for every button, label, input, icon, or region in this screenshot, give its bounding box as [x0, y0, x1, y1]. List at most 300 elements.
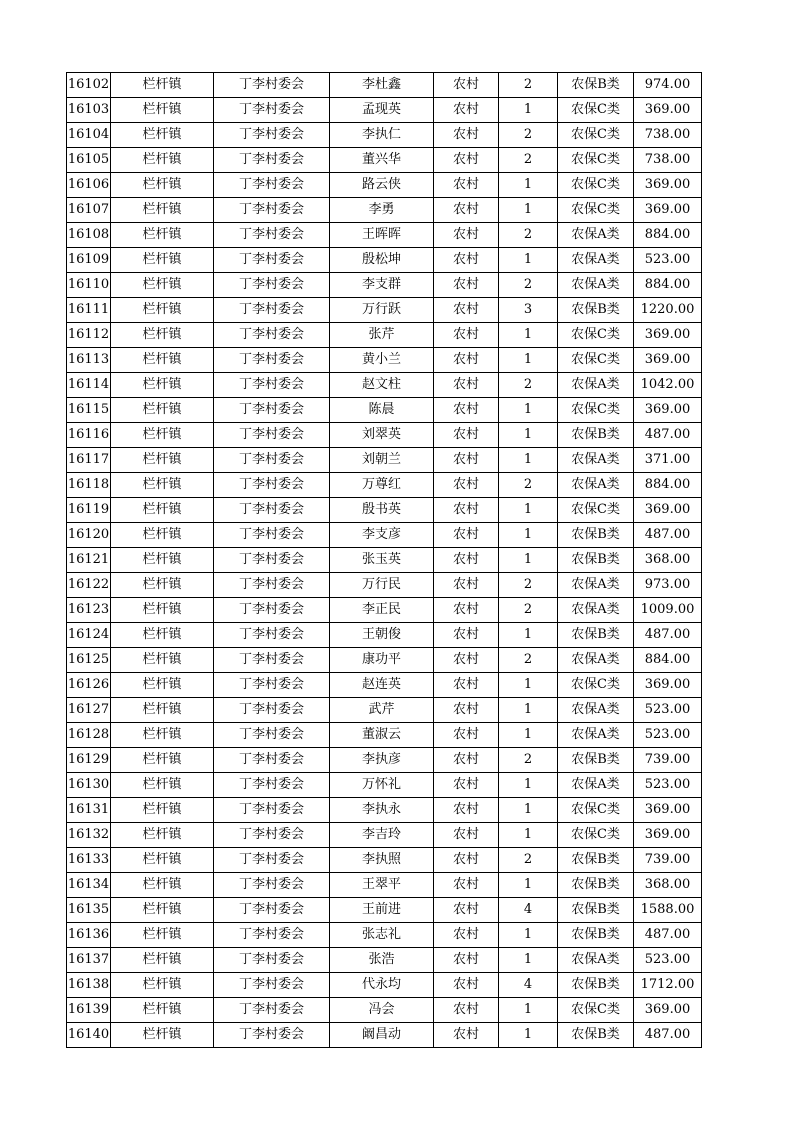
cell-insurance-category: 农保B类: [558, 848, 634, 873]
cell-person-name: 董淑云: [330, 723, 434, 748]
cell-area-type: 农村: [434, 223, 499, 248]
table-row: [67, 123, 702, 148]
cell-household-count: 1: [499, 723, 558, 748]
cell-person-name: 殷书英: [330, 498, 434, 523]
cell-amount: 369.00: [634, 798, 702, 823]
table-row: [67, 473, 702, 498]
table-row: [67, 973, 702, 998]
table-row: [67, 948, 702, 973]
cell-amount: 368.00: [634, 548, 702, 573]
cell-person-name: 李执照: [330, 848, 434, 873]
cell-amount: 368.00: [634, 873, 702, 898]
cell-household-count: 1: [499, 523, 558, 548]
cell-area-type: 农村: [434, 498, 499, 523]
cell-area-type: 农村: [434, 598, 499, 623]
cell-village-committee: 丁李村委会: [214, 148, 330, 173]
table-row: [67, 398, 702, 423]
cell-person-name: 刘朝兰: [330, 448, 434, 473]
cell-amount: 487.00: [634, 423, 702, 448]
cell-village-committee: 丁李村委会: [214, 823, 330, 848]
cell-insurance-category: 农保B类: [558, 873, 634, 898]
cell-insurance-category: 农保C类: [558, 798, 634, 823]
cell-town: 栏杆镇: [111, 373, 214, 398]
cell-insurance-category: 农保A类: [558, 648, 634, 673]
cell-record-id: 16117: [67, 448, 111, 473]
cell-town: 栏杆镇: [111, 573, 214, 598]
cell-household-count: 1: [499, 198, 558, 223]
cell-amount: 369.00: [634, 998, 702, 1023]
cell-area-type: 农村: [434, 823, 499, 848]
cell-amount: 369.00: [634, 98, 702, 123]
cell-household-count: 2: [499, 73, 558, 98]
cell-area-type: 农村: [434, 723, 499, 748]
cell-record-id: 16122: [67, 573, 111, 598]
cell-village-committee: 丁李村委会: [214, 773, 330, 798]
cell-town: 栏杆镇: [111, 698, 214, 723]
cell-person-name: 康功平: [330, 648, 434, 673]
cell-village-committee: 丁李村委会: [214, 623, 330, 648]
cell-town: 栏杆镇: [111, 923, 214, 948]
cell-insurance-category: 农保A类: [558, 448, 634, 473]
cell-insurance-category: 农保A类: [558, 598, 634, 623]
cell-amount: 739.00: [634, 848, 702, 873]
cell-area-type: 农村: [434, 698, 499, 723]
cell-record-id: 16114: [67, 373, 111, 398]
cell-person-name: 李正民: [330, 598, 434, 623]
cell-insurance-category: 农保C类: [558, 823, 634, 848]
cell-insurance-category: 农保A类: [558, 948, 634, 973]
cell-person-name: 李支彦: [330, 523, 434, 548]
cell-household-count: 1: [499, 498, 558, 523]
cell-insurance-category: 农保C类: [558, 498, 634, 523]
cell-household-count: 1: [499, 98, 558, 123]
cell-person-name: 李执彦: [330, 748, 434, 773]
cell-record-id: 16135: [67, 898, 111, 923]
cell-village-committee: 丁李村委会: [214, 723, 330, 748]
cell-household-count: 2: [499, 148, 558, 173]
cell-household-count: 2: [499, 573, 558, 598]
cell-insurance-category: 农保C类: [558, 998, 634, 1023]
cell-area-type: 农村: [434, 1023, 499, 1048]
cell-town: 栏杆镇: [111, 848, 214, 873]
cell-amount: 1009.00: [634, 598, 702, 623]
cell-town: 栏杆镇: [111, 648, 214, 673]
cell-area-type: 农村: [434, 648, 499, 673]
cell-record-id: 16106: [67, 173, 111, 198]
cell-village-committee: 丁李村委会: [214, 373, 330, 398]
table-row: [67, 823, 702, 848]
cell-insurance-category: 农保A类: [558, 773, 634, 798]
cell-town: 栏杆镇: [111, 773, 214, 798]
cell-person-name: 李执仁: [330, 123, 434, 148]
cell-person-name: 陈晨: [330, 398, 434, 423]
cell-amount: 487.00: [634, 623, 702, 648]
cell-person-name: 王翠平: [330, 873, 434, 898]
cell-village-committee: 丁李村委会: [214, 423, 330, 448]
table-row: [67, 323, 702, 348]
cell-household-count: 1: [499, 773, 558, 798]
table-body: [67, 73, 702, 1048]
cell-town: 栏杆镇: [111, 298, 214, 323]
cell-village-committee: 丁李村委会: [214, 598, 330, 623]
cell-insurance-category: 农保B类: [558, 548, 634, 573]
cell-record-id: 16130: [67, 773, 111, 798]
cell-household-count: 1: [499, 1023, 558, 1048]
cell-amount: 974.00: [634, 73, 702, 98]
cell-household-count: 1: [499, 423, 558, 448]
cell-insurance-category: 农保B类: [558, 898, 634, 923]
cell-town: 栏杆镇: [111, 823, 214, 848]
cell-town: 栏杆镇: [111, 998, 214, 1023]
cell-village-committee: 丁李村委会: [214, 673, 330, 698]
cell-record-id: 16134: [67, 873, 111, 898]
beneficiary-table: [66, 72, 702, 1048]
cell-area-type: 农村: [434, 798, 499, 823]
cell-person-name: 刘翠英: [330, 423, 434, 448]
cell-record-id: 16116: [67, 423, 111, 448]
table-row: [67, 448, 702, 473]
cell-insurance-category: 农保C类: [558, 323, 634, 348]
cell-area-type: 农村: [434, 423, 499, 448]
cell-village-committee: 丁李村委会: [214, 973, 330, 998]
cell-record-id: 16137: [67, 948, 111, 973]
cell-village-committee: 丁李村委会: [214, 398, 330, 423]
cell-town: 栏杆镇: [111, 73, 214, 98]
cell-amount: 369.00: [634, 498, 702, 523]
cell-person-name: 万怀礼: [330, 773, 434, 798]
cell-record-id: 16129: [67, 748, 111, 773]
cell-record-id: 16131: [67, 798, 111, 823]
cell-amount: 884.00: [634, 273, 702, 298]
cell-amount: 487.00: [634, 1023, 702, 1048]
cell-area-type: 农村: [434, 748, 499, 773]
cell-amount: 884.00: [634, 648, 702, 673]
cell-village-committee: 丁李村委会: [214, 698, 330, 723]
cell-area-type: 农村: [434, 998, 499, 1023]
cell-town: 栏杆镇: [111, 223, 214, 248]
cell-record-id: 16136: [67, 923, 111, 948]
cell-town: 栏杆镇: [111, 448, 214, 473]
cell-insurance-category: 农保A类: [558, 698, 634, 723]
table-row: [67, 1023, 702, 1048]
cell-insurance-category: 农保A类: [558, 273, 634, 298]
cell-household-count: 1: [499, 948, 558, 973]
cell-town: 栏杆镇: [111, 973, 214, 998]
cell-town: 栏杆镇: [111, 598, 214, 623]
cell-town: 栏杆镇: [111, 748, 214, 773]
cell-person-name: 张浩: [330, 948, 434, 973]
cell-area-type: 农村: [434, 873, 499, 898]
cell-person-name: 张玉英: [330, 548, 434, 573]
table-row: [67, 723, 702, 748]
table-row: [67, 273, 702, 298]
cell-area-type: 农村: [434, 323, 499, 348]
cell-amount: 371.00: [634, 448, 702, 473]
table-row: [67, 548, 702, 573]
cell-record-id: 16123: [67, 598, 111, 623]
table-row: [67, 898, 702, 923]
cell-area-type: 农村: [434, 348, 499, 373]
cell-amount: 738.00: [634, 148, 702, 173]
cell-village-committee: 丁李村委会: [214, 898, 330, 923]
cell-person-name: 张志礼: [330, 923, 434, 948]
table-row: [67, 573, 702, 598]
table-row: [67, 523, 702, 548]
cell-household-count: 2: [499, 273, 558, 298]
cell-household-count: 1: [499, 823, 558, 848]
cell-amount: 884.00: [634, 473, 702, 498]
cell-area-type: 农村: [434, 248, 499, 273]
cell-insurance-category: 农保A类: [558, 373, 634, 398]
cell-area-type: 农村: [434, 923, 499, 948]
cell-amount: 523.00: [634, 248, 702, 273]
cell-area-type: 农村: [434, 898, 499, 923]
table-row: [67, 773, 702, 798]
cell-area-type: 农村: [434, 273, 499, 298]
table-row: [67, 423, 702, 448]
cell-village-committee: 丁李村委会: [214, 448, 330, 473]
cell-person-name: 王朝俊: [330, 623, 434, 648]
cell-household-count: 1: [499, 173, 558, 198]
cell-insurance-category: 农保A类: [558, 573, 634, 598]
cell-person-name: 路云侠: [330, 173, 434, 198]
cell-insurance-category: 农保B类: [558, 523, 634, 548]
cell-insurance-category: 农保B类: [558, 73, 634, 98]
cell-person-name: 代永均: [330, 973, 434, 998]
cell-village-committee: 丁李村委会: [214, 473, 330, 498]
table-row: [67, 373, 702, 398]
cell-amount: 1588.00: [634, 898, 702, 923]
cell-insurance-category: 农保B类: [558, 973, 634, 998]
cell-record-id: 16112: [67, 323, 111, 348]
table-row: [67, 848, 702, 873]
cell-household-count: 1: [499, 548, 558, 573]
cell-area-type: 农村: [434, 448, 499, 473]
cell-town: 栏杆镇: [111, 873, 214, 898]
cell-area-type: 农村: [434, 73, 499, 98]
cell-town: 栏杆镇: [111, 423, 214, 448]
cell-insurance-category: 农保C类: [558, 123, 634, 148]
cell-village-committee: 丁李村委会: [214, 948, 330, 973]
cell-area-type: 农村: [434, 573, 499, 598]
cell-household-count: 1: [499, 398, 558, 423]
cell-amount: 523.00: [634, 948, 702, 973]
cell-household-count: 1: [499, 923, 558, 948]
cell-amount: 738.00: [634, 123, 702, 148]
cell-amount: 884.00: [634, 223, 702, 248]
table-row: [67, 998, 702, 1023]
cell-person-name: 阚昌动: [330, 1023, 434, 1048]
cell-area-type: 农村: [434, 623, 499, 648]
cell-amount: 523.00: [634, 773, 702, 798]
table-row: [67, 98, 702, 123]
cell-household-count: 1: [499, 348, 558, 373]
table-row: [67, 798, 702, 823]
cell-amount: 369.00: [634, 673, 702, 698]
cell-amount: 369.00: [634, 348, 702, 373]
cell-village-committee: 丁李村委会: [214, 173, 330, 198]
cell-record-id: 16127: [67, 698, 111, 723]
cell-area-type: 农村: [434, 98, 499, 123]
table-row: [67, 298, 702, 323]
cell-insurance-category: 农保C类: [558, 198, 634, 223]
cell-area-type: 农村: [434, 198, 499, 223]
cell-insurance-category: 农保B类: [558, 423, 634, 448]
cell-area-type: 农村: [434, 948, 499, 973]
cell-amount: 973.00: [634, 573, 702, 598]
cell-village-committee: 丁李村委会: [214, 323, 330, 348]
cell-town: 栏杆镇: [111, 723, 214, 748]
cell-village-committee: 丁李村委会: [214, 923, 330, 948]
cell-amount: 369.00: [634, 173, 702, 198]
cell-household-count: 3: [499, 298, 558, 323]
cell-record-id: 16139: [67, 998, 111, 1023]
cell-insurance-category: 农保C类: [558, 98, 634, 123]
cell-person-name: 黄小兰: [330, 348, 434, 373]
cell-record-id: 16138: [67, 973, 111, 998]
table-row: [67, 598, 702, 623]
cell-town: 栏杆镇: [111, 173, 214, 198]
cell-household-count: 4: [499, 973, 558, 998]
cell-area-type: 农村: [434, 973, 499, 998]
cell-household-count: 1: [499, 623, 558, 648]
cell-village-committee: 丁李村委会: [214, 248, 330, 273]
cell-record-id: 16108: [67, 223, 111, 248]
cell-village-committee: 丁李村委会: [214, 748, 330, 773]
cell-person-name: 李杜鑫: [330, 73, 434, 98]
cell-household-count: 2: [499, 373, 558, 398]
cell-village-committee: 丁李村委会: [214, 73, 330, 98]
cell-insurance-category: 农保C类: [558, 148, 634, 173]
cell-village-committee: 丁李村委会: [214, 648, 330, 673]
table-row: [67, 198, 702, 223]
cell-insurance-category: 农保A类: [558, 248, 634, 273]
cell-record-id: 16104: [67, 123, 111, 148]
cell-amount: 1712.00: [634, 973, 702, 998]
cell-area-type: 农村: [434, 848, 499, 873]
cell-area-type: 农村: [434, 673, 499, 698]
cell-amount: 1220.00: [634, 298, 702, 323]
cell-household-count: 2: [499, 123, 558, 148]
cell-town: 栏杆镇: [111, 348, 214, 373]
cell-person-name: 张芹: [330, 323, 434, 348]
cell-household-count: 1: [499, 873, 558, 898]
cell-amount: 739.00: [634, 748, 702, 773]
cell-person-name: 赵文柱: [330, 373, 434, 398]
cell-amount: 487.00: [634, 923, 702, 948]
cell-record-id: 16140: [67, 1023, 111, 1048]
cell-village-committee: 丁李村委会: [214, 348, 330, 373]
cell-person-name: 万行跃: [330, 298, 434, 323]
table-row: [67, 73, 702, 98]
cell-amount: 369.00: [634, 398, 702, 423]
cell-amount: 369.00: [634, 198, 702, 223]
cell-record-id: 16126: [67, 673, 111, 698]
cell-village-committee: 丁李村委会: [214, 798, 330, 823]
cell-area-type: 农村: [434, 398, 499, 423]
cell-town: 栏杆镇: [111, 123, 214, 148]
cell-town: 栏杆镇: [111, 798, 214, 823]
cell-record-id: 16132: [67, 823, 111, 848]
cell-village-committee: 丁李村委会: [214, 123, 330, 148]
cell-record-id: 16121: [67, 548, 111, 573]
cell-area-type: 农村: [434, 548, 499, 573]
table-row: [67, 248, 702, 273]
table-row: [67, 698, 702, 723]
cell-village-committee: 丁李村委会: [214, 998, 330, 1023]
cell-town: 栏杆镇: [111, 498, 214, 523]
cell-town: 栏杆镇: [111, 323, 214, 348]
cell-town: 栏杆镇: [111, 398, 214, 423]
cell-insurance-category: 农保A类: [558, 473, 634, 498]
cell-amount: 487.00: [634, 523, 702, 548]
cell-area-type: 农村: [434, 123, 499, 148]
cell-record-id: 16110: [67, 273, 111, 298]
cell-village-committee: 丁李村委会: [214, 223, 330, 248]
cell-village-committee: 丁李村委会: [214, 523, 330, 548]
cell-town: 栏杆镇: [111, 148, 214, 173]
cell-town: 栏杆镇: [111, 473, 214, 498]
cell-household-count: 1: [499, 998, 558, 1023]
cell-household-count: 2: [499, 598, 558, 623]
cell-town: 栏杆镇: [111, 1023, 214, 1048]
cell-record-id: 16103: [67, 98, 111, 123]
cell-area-type: 农村: [434, 473, 499, 498]
cell-town: 栏杆镇: [111, 898, 214, 923]
table-row: [67, 173, 702, 198]
cell-area-type: 农村: [434, 298, 499, 323]
cell-person-name: 李吉玲: [330, 823, 434, 848]
cell-person-name: 王前进: [330, 898, 434, 923]
cell-insurance-category: 农保C类: [558, 398, 634, 423]
cell-person-name: 董兴华: [330, 148, 434, 173]
cell-record-id: 16107: [67, 198, 111, 223]
cell-insurance-category: 农保B类: [558, 748, 634, 773]
cell-household-count: 1: [499, 798, 558, 823]
cell-record-id: 16113: [67, 348, 111, 373]
cell-record-id: 16125: [67, 648, 111, 673]
cell-record-id: 16102: [67, 73, 111, 98]
cell-household-count: 4: [499, 898, 558, 923]
cell-person-name: 孟现英: [330, 98, 434, 123]
cell-area-type: 农村: [434, 523, 499, 548]
cell-household-count: 1: [499, 673, 558, 698]
cell-person-name: 李执永: [330, 798, 434, 823]
cell-record-id: 16118: [67, 473, 111, 498]
cell-amount: 369.00: [634, 323, 702, 348]
cell-village-committee: 丁李村委会: [214, 198, 330, 223]
cell-village-committee: 丁李村委会: [214, 298, 330, 323]
cell-insurance-category: 农保B类: [558, 298, 634, 323]
cell-person-name: 赵连英: [330, 673, 434, 698]
cell-amount: 523.00: [634, 723, 702, 748]
table-row: [67, 673, 702, 698]
table-row: [67, 498, 702, 523]
cell-town: 栏杆镇: [111, 948, 214, 973]
cell-village-committee: 丁李村委会: [214, 273, 330, 298]
table-row: [67, 923, 702, 948]
table-row: [67, 748, 702, 773]
cell-town: 栏杆镇: [111, 673, 214, 698]
cell-household-count: 1: [499, 698, 558, 723]
cell-household-count: 2: [499, 648, 558, 673]
table-row: [67, 348, 702, 373]
cell-record-id: 16124: [67, 623, 111, 648]
cell-town: 栏杆镇: [111, 273, 214, 298]
cell-person-name: 冯会: [330, 998, 434, 1023]
cell-insurance-category: 农保B类: [558, 1023, 634, 1048]
cell-household-count: 1: [499, 448, 558, 473]
